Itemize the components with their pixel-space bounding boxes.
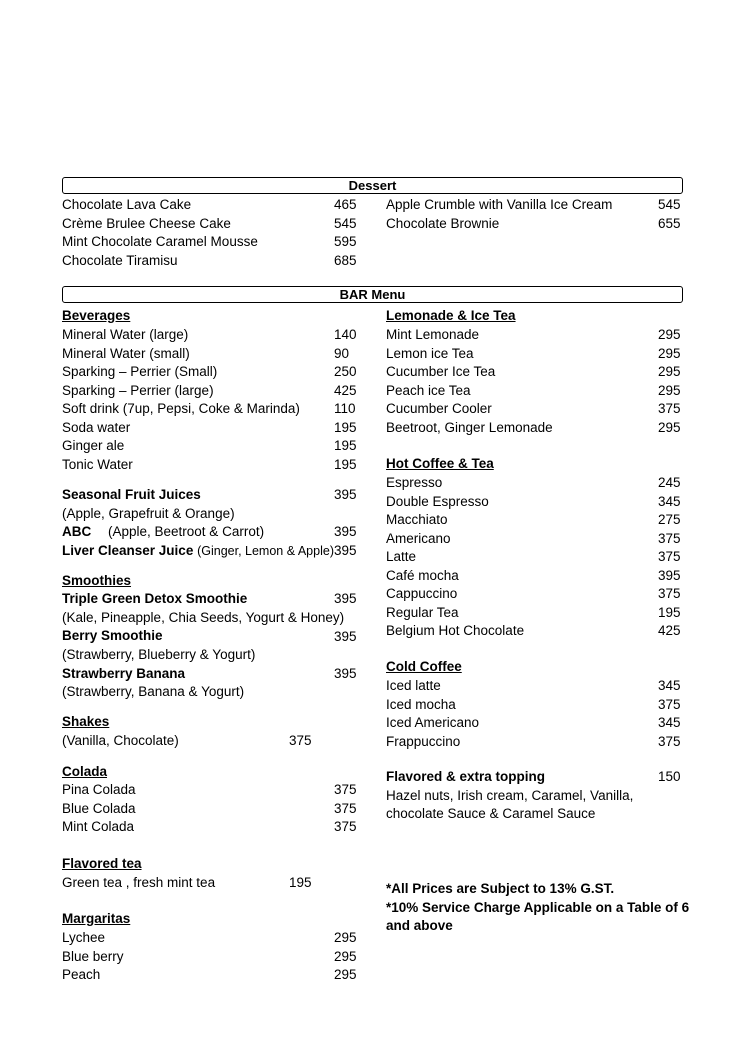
seasonal-juice-name: Seasonal Fruit Juices (62, 487, 201, 502)
hot-coffee-item-price: 375 (658, 530, 681, 546)
hot-coffee-item-name: Latte (386, 549, 417, 564)
shakes-desc: (Vanilla, Chocolate) (62, 733, 179, 748)
lemonade-item-name: Lemon ice Tea (386, 345, 474, 361)
beverage-item-name: Soft drink (7up, Pepsi, Coke & Marinda) (62, 401, 300, 416)
margarita-item-price: 295 (334, 930, 357, 945)
colada-item-price: 375 (334, 800, 357, 816)
cold-coffee-item-price: 345 (658, 678, 681, 693)
colada-item-price: 375 (334, 782, 357, 797)
dessert-item-name: Chocolate Lava Cake (62, 197, 192, 212)
margarita-item-name: Blue berry (62, 948, 124, 964)
beverage-item-name: Mineral Water (small) (62, 345, 190, 361)
dessert-item-price: 685 (334, 252, 357, 268)
cold-coffee-item-name: Iced Americano (386, 715, 480, 730)
margarita-item-price: 295 (334, 948, 357, 964)
liver-juice-desc: (Ginger, Lemon & Apple) (197, 544, 334, 558)
hot-coffee-item-name: Café mocha (386, 567, 459, 583)
abc-juice-price: 395 (334, 524, 357, 539)
bar-menu-header (62, 286, 683, 303)
cold-coffee-item-name: Iced latte (386, 678, 441, 693)
topping-desc-line1: Hazel nuts, Irish cream, Caramel, Vanilla, (386, 788, 634, 803)
hot-coffee-item-price: 345 (658, 493, 681, 509)
lemonade-item-price: 295 (658, 364, 681, 379)
colada-item-price: 375 (334, 819, 357, 834)
bar-menu-title: BAR Menu (339, 287, 406, 302)
hot-coffee-heading: Hot Coffee & Tea (386, 456, 494, 471)
hot-coffee-item-name: Regular Tea (386, 604, 459, 620)
colada-item-name: Pina Colada (62, 782, 136, 797)
strawberry-banana-price: 395 (334, 666, 357, 681)
dessert-title: Dessert (348, 178, 397, 193)
lemonade-item-price: 295 (658, 327, 681, 342)
hot-coffee-item-name: Americano (386, 530, 451, 546)
liver-juice-price: 395 (334, 543, 357, 558)
beverage-item-name: Soda water (62, 419, 131, 435)
lemonade-item-name: Mint Lemonade (386, 327, 480, 342)
hot-coffee-item-price: 375 (658, 586, 681, 601)
note-gst: *All Prices are Subject to 13% G.ST. (386, 881, 615, 896)
cold-coffee-item-name: Iced mocha (386, 696, 456, 712)
colada-heading: Colada (62, 764, 108, 779)
shakes-heading: Shakes (62, 714, 110, 729)
dessert-item-price: 545 (334, 215, 357, 231)
hot-coffee-item-price: 245 (658, 475, 681, 490)
triple-smoothie-price: 395 (334, 591, 357, 606)
cold-coffee-item-price: 375 (658, 696, 681, 712)
lemonade-heading: Lemonade & Ice Tea (386, 308, 516, 323)
dessert-item-price: 465 (334, 197, 357, 212)
dessert-item-price: 595 (334, 234, 357, 249)
cold-coffee-item-name: Frappuccino (386, 733, 461, 749)
shakes-price: 375 (289, 733, 312, 748)
liver-juice-name: Liver Cleanser Juice (62, 543, 194, 558)
colada-item-name: Blue Colada (62, 800, 136, 816)
beverage-item-name: Tonic Water (62, 456, 133, 472)
smoothies-heading: Smoothies (62, 573, 132, 588)
cold-coffee-heading: Cold Coffee (386, 659, 462, 674)
seasonal-juice-desc: (Apple, Grapefruit & Orange) (62, 506, 235, 521)
margarita-item-name: Lychee (62, 930, 106, 945)
liver-juice (62, 542, 334, 560)
hot-coffee-item-price: 425 (658, 623, 681, 638)
flavored-tea-price: 195 (289, 875, 312, 890)
hot-coffee-item-price: 375 (658, 549, 681, 564)
hot-coffee-item-name: Cappuccino (386, 586, 458, 601)
triple-smoothie-name: Triple Green Detox Smoothie (62, 591, 248, 606)
lemonade-item-price: 295 (658, 382, 681, 398)
beverage-item-name: Sparking – Perrier (large) (62, 382, 214, 398)
beverage-item-price: 195 (334, 456, 357, 472)
hot-coffee-item-name: Espresso (386, 475, 443, 490)
dessert-item-name: Crème Brulee Cheese Cake (62, 215, 231, 231)
triple-smoothie-desc: (Kale, Pineapple, Chia Seeds, Yogurt & Honey) (62, 610, 345, 625)
lemonade-item-name: Cucumber Cooler (386, 401, 492, 416)
lemonade-item-name: Beetroot, Ginger Lemonade (386, 419, 553, 435)
hot-coffee-item-name: Belgium Hot Chocolate (386, 623, 525, 638)
topping-heading: Flavored & extra topping (386, 769, 546, 784)
beverage-item-price: 250 (334, 364, 357, 379)
flavored-tea-heading: Flavored tea (62, 856, 142, 871)
colada-item-name: Mint Colada (62, 819, 135, 834)
seasonal-juice-price: 395 (334, 487, 357, 502)
hot-coffee-item-name: Double Espresso (386, 493, 489, 509)
dessert-header (62, 177, 683, 194)
lemonade-item-price: 295 (658, 345, 681, 361)
dessert-item-name: Chocolate Tiramisu (62, 252, 178, 268)
abc-juice-desc: (Apple, Beetroot & Carrot) (108, 524, 265, 539)
beverage-item-price: 195 (334, 438, 357, 453)
beverage-item-name: Mineral Water (large) (62, 327, 189, 342)
lemonade-item-price: 375 (658, 401, 681, 416)
topping-desc-line2: chocolate Sauce & Caramel Sauce (386, 806, 596, 821)
berry-smoothie-name: Berry Smoothie (62, 628, 163, 643)
beverage-item-price: 195 (334, 419, 357, 435)
dessert-item-price: 545 (658, 197, 681, 212)
hot-coffee-item-name: Macchiato (386, 512, 448, 527)
dessert-item-name: Apple Crumble with Vanilla Ice Cream (386, 197, 613, 212)
cold-coffee-item-price: 375 (658, 733, 681, 749)
margarita-item-price: 295 (334, 967, 357, 982)
beverages-heading: Beverages (62, 308, 131, 323)
beverage-item-price: 425 (334, 382, 357, 398)
lemonade-item-name: Peach ice Tea (386, 382, 471, 398)
hot-coffee-item-price: 395 (658, 567, 681, 583)
beverage-item-price: 90 (334, 345, 350, 361)
strawberry-banana-name: Strawberry Banana (62, 666, 186, 681)
hot-coffee-item-price: 275 (658, 512, 681, 527)
dessert-item-name: Mint Chocolate Caramel Mousse (62, 234, 258, 249)
margaritas-heading: Margaritas (62, 911, 131, 926)
cold-coffee-item-price: 345 (658, 715, 681, 730)
berry-smoothie-price: 395 (334, 629, 357, 644)
note-service-charge: *10% Service Charge Applicable on a Table of 6 (386, 900, 690, 915)
beverage-item-price: 140 (334, 327, 357, 342)
beverage-item-name: Ginger ale (62, 438, 125, 453)
dessert-item-price: 655 (658, 215, 681, 231)
lemonade-item-price: 295 (658, 419, 681, 435)
beverage-item-name: Sparking – Perrier (Small) (62, 364, 218, 379)
flavored-tea-desc: Green tea , fresh mint tea (62, 875, 216, 890)
abc-juice-name: ABC (62, 524, 92, 539)
hot-coffee-item-price: 195 (658, 604, 681, 620)
beverage-item-price: 110 (334, 401, 356, 416)
strawberry-banana-desc: (Strawberry, Banana & Yogurt) (62, 684, 245, 699)
lemonade-item-name: Cucumber Ice Tea (386, 364, 496, 379)
berry-smoothie-desc: (Strawberry, Blueberry & Yogurt) (62, 647, 256, 662)
topping-price: 150 (658, 769, 681, 784)
note-service-charge-cont: and above (386, 918, 453, 933)
dessert-item-name: Chocolate Brownie (386, 215, 500, 231)
margarita-item-name: Peach (62, 967, 101, 982)
